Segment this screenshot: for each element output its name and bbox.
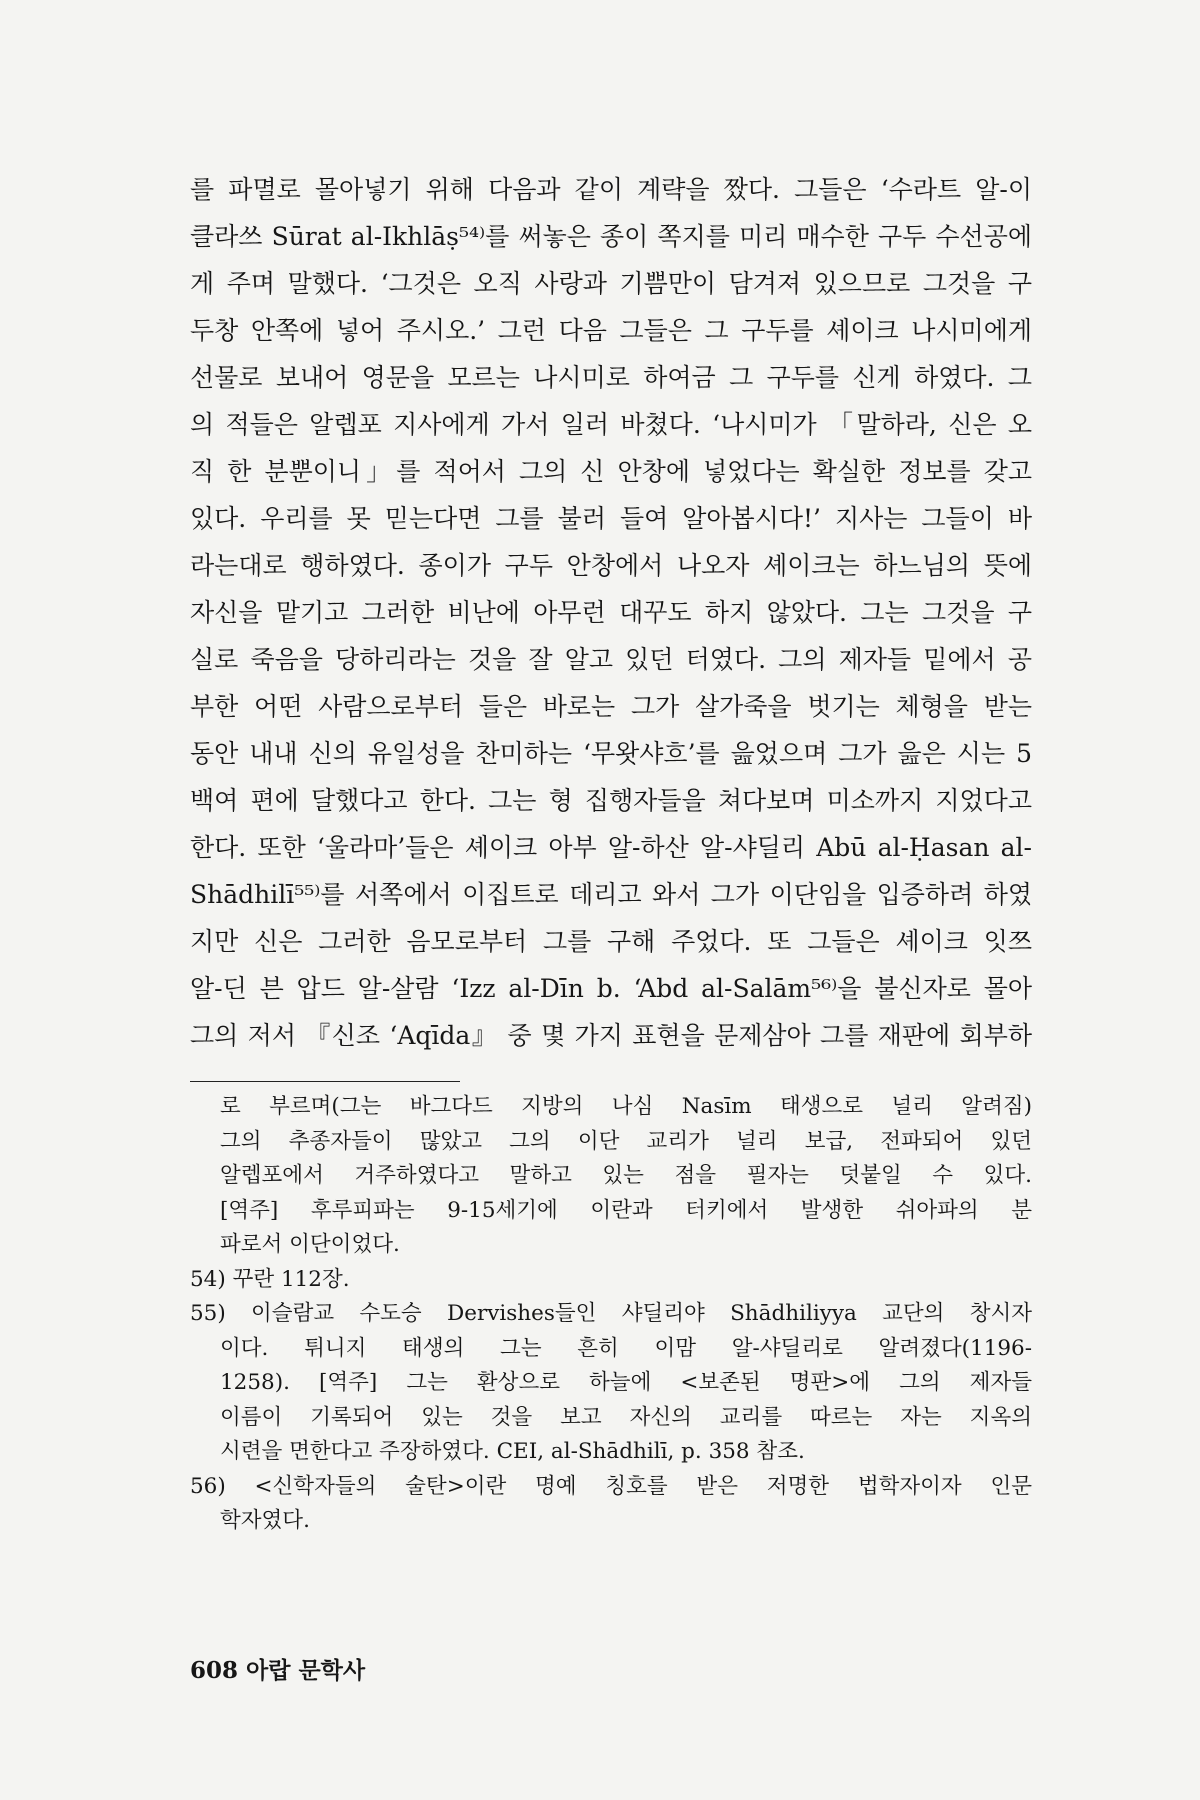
footnote-line: 이름이 기록되어 있는 것을 보고 자신의 교리를 따르는 자는 지옥의 (220, 1404, 1032, 1430)
footnote-line: 1258). [역주] 그는 환상으로 하늘에 <보존된 명판>에 그의 제자들 (220, 1370, 1032, 1395)
body-line: 부한 어떤 사람으로부터 들은 바로는 그가 살가죽을 벗기는 체형을 받는 (190, 692, 1032, 721)
footnotes (190, 1090, 1032, 1539)
body-line: 두창 안쪽에 넣어 주시오.’ 그런 다음 그들은 그 구두를 셰이크 나시미에게 (190, 316, 1032, 345)
body-line: Shādhilī⁵⁵⁾를 서쪽에서 이집트로 데리고 와서 그가 이단임을 입증하려 하였 (190, 880, 1032, 909)
footnote-line: 이다. 튀니지 태생의 그는 흔히 이맘 알-샤딜리로 알려졌다(1196- (220, 1335, 1032, 1361)
footnote-separator (190, 1081, 460, 1082)
footnote-56: 56) <신학자들의 술탄>이란 명예 칭호를 받은 저명한 법학자이자 인문 (190, 1473, 1032, 1499)
body-line: 지만 신은 그러한 음모로부터 그를 구해 주었다. 또 그들은 셰이크 잇쯔 (190, 927, 1032, 956)
footnote-line: 시련을 면한다고 주장하였다. CEI, al-Shādhilī, p. 358 참조. (220, 1439, 805, 1464)
body-line: 의 적들은 알렙포 지사에게 가서 일러 바쳤다. ‘나시미가 「말하라, 신은 오 (190, 410, 1032, 439)
footnote-line: 파로서 이단이었다. (220, 1232, 400, 1257)
body-line: 를 파멸로 몰아넣기 위해 다음과 같이 계략을 짰다. 그들은 ‘수라트 알-이 (190, 175, 1032, 204)
footnote-54: 54) 꾸란 112장. (190, 1266, 350, 1292)
body-line: 그의 저서 『신조 ‘Aqīda』 중 몇 가지 표현을 문제삼아 그를 재판에 회부하 (190, 1021, 1032, 1050)
body-line: 라는대로 행하였다. 종이가 구두 안창에서 나오자 셰이크는 하느님의 뜻에 (190, 551, 1032, 580)
body-line: 직 한 분뿐이니」를 적어서 그의 신 안창에 넣었다는 확실한 정보를 갖고 (190, 457, 1032, 486)
footnote-line: 학자였다. (220, 1508, 310, 1533)
body-line: 선물로 보내어 영문을 모르는 나시미로 하여금 그 구두를 신게 하였다. 그 (190, 363, 1032, 392)
body-line: 백여 편에 달했다고 한다. 그는 형 집행자들을 쳐다보며 미소까지 지었다고 (190, 786, 1032, 815)
page-footer-folio: 608 아랍 문학사 (190, 1657, 366, 1684)
body-line: 자신을 맡기고 그러한 비난에 아무런 대꾸도 하지 않았다. 그는 그것을 구 (190, 598, 1032, 627)
footnote-55: 55) 이슬람교 수도승 Dervishes들인 샤딜리야 Shādhiliyya 교단의 창시자 (190, 1301, 1032, 1326)
footnote-line: 그의 추종자들이 많았고 그의 이단 교리가 널리 보급, 전파되어 있던 (220, 1128, 1032, 1154)
body-line: 동안 내내 신의 유일성을 찬미하는 ‘무왓샤흐’를 읊었으며 그가 읊은 시는 5 (190, 739, 1032, 768)
body-line: 클라쓰 Sūrat al-Ikhlāṣ⁵⁴⁾를 써놓은 종이 쪽지를 미리 매수한 구두 수선공에 (190, 222, 1032, 251)
main-body-text (190, 166, 1032, 1059)
body-line: 실로 죽음을 당하리라는 것을 잘 알고 있던 터였다. 그의 제자들 밑에서 공 (190, 645, 1032, 674)
footnote-line: 로 부르며(그는 바그다드 지방의 나심 Nasīm 태생으로 널리 알려짐) (220, 1094, 1032, 1119)
body-line: 한다. 또한 ‘울라마’들은 셰이크 아부 알-하산 알-샤딜리 Abū al-Ḥasan al- (190, 833, 1032, 862)
body-line: 있다. 우리를 못 믿는다면 그를 불러 들여 알아봅시다!’ 지사는 그들이 바 (190, 504, 1032, 533)
footnote-line: [역주] 후루피파는 9-15세기에 이란과 터키에서 발생한 쉬아파의 분 (220, 1197, 1032, 1223)
body-line: 알-딘 븐 압드 알-살람 ‘Izz al-Dīn b. ‘Abd al-Salām⁵⁶⁾을 불신자로 몰아 (190, 974, 1032, 1003)
body-line: 게 주며 말했다. ‘그것은 오직 사랑과 기쁨만이 담겨져 있으므로 그것을 구 (190, 269, 1032, 298)
footnote-line: 알렙포에서 거주하였다고 말하고 있는 점을 필자는 덧붙일 수 있다. (220, 1163, 1032, 1188)
